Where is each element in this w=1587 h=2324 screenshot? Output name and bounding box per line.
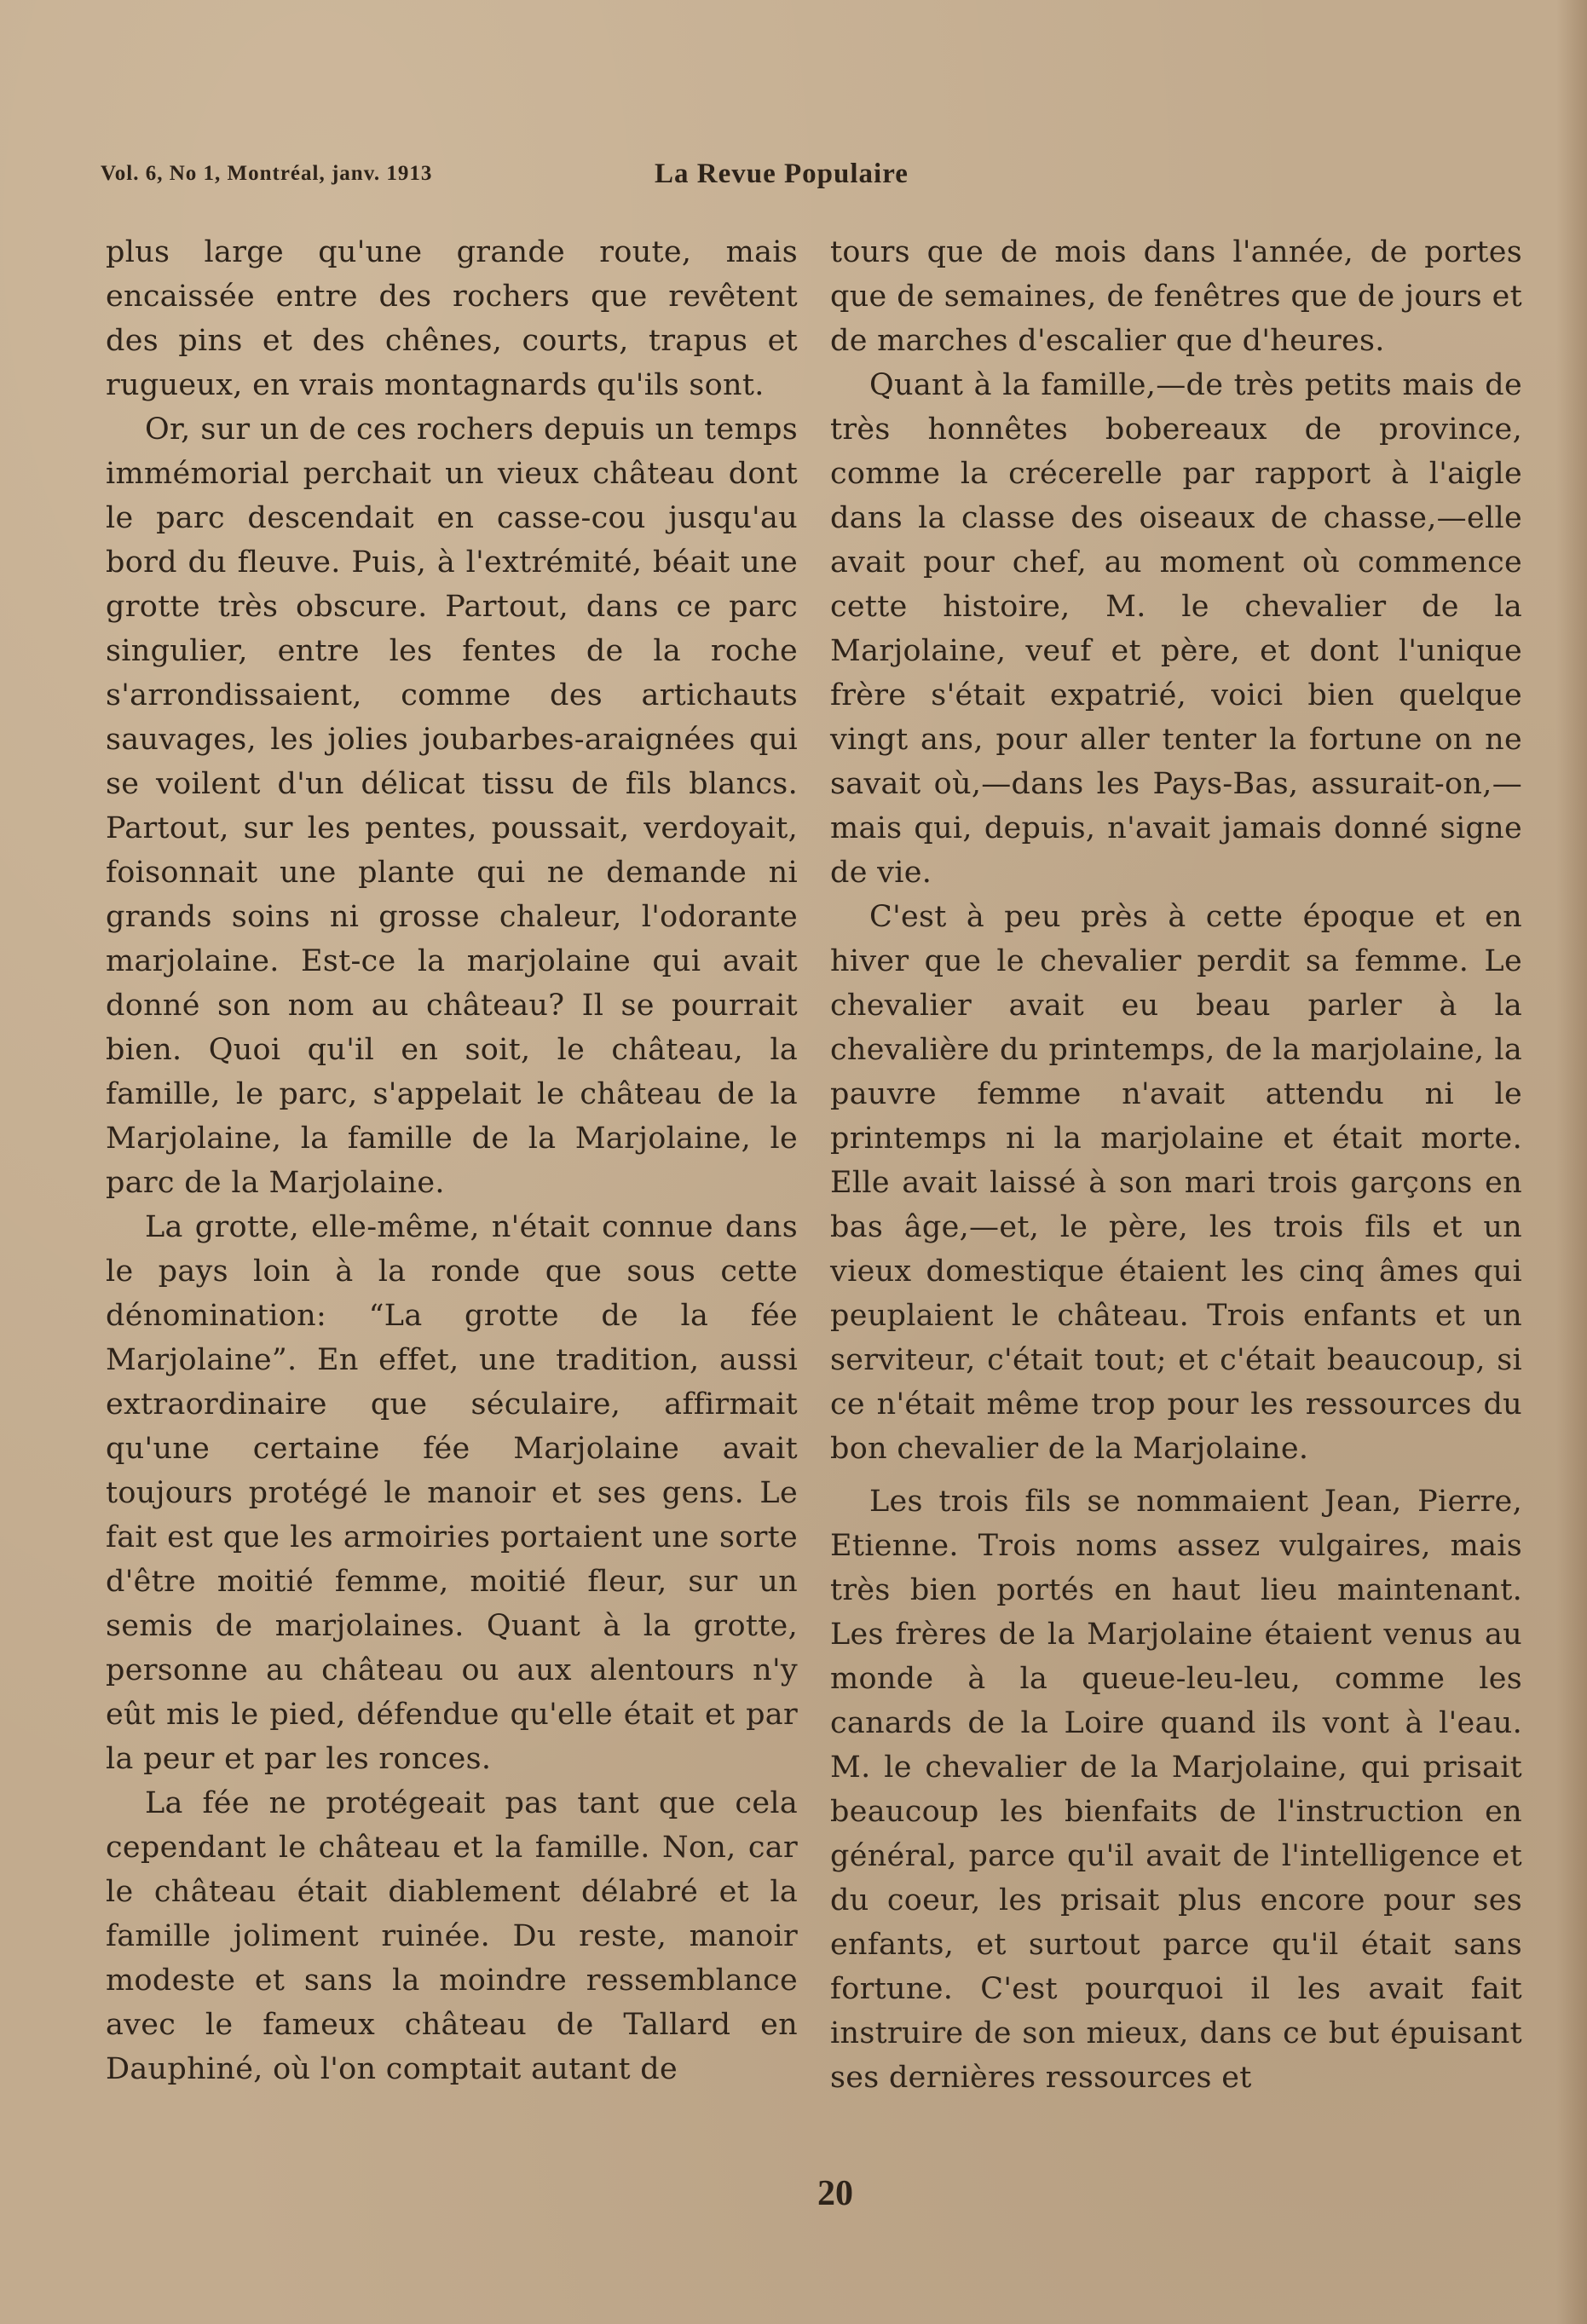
running-header	[101, 159, 961, 196]
journal-title: La Revue Populaire	[655, 159, 909, 189]
paragraph: Or, sur un de ces rochers depuis un temps immémorial perchait un vieux château dont le parc descendait en casse-cou jusqu'au bord du fleuve. Puis, à l'extrémité, béait une grotte très obscure. Partout, dans ce parc singulier, entre les fentes de la roche s'arrondissaient, comme des artichauts sauvages, les jolies joubarbes-araignées qui se voilent d'un délicat tissu de fils blancs. Partout, sur les pentes, poussait, verdoyait, foisonnait une plante qui ne demande ni grands soins ni grosse chaleur, l'odorante marjolaine. Est-ce la marjolaine qui avait donné son nom au château? Il se pourrait bien. Quoi qu'il en soit, le château, la famille, le parc, s'appelait le château de la Marjolaine, la famille de la Marjolaine, le parc de la Marjolaine.	[106, 412, 798, 1200]
paragraph: Les trois fils se nommaient Jean, Pierre, Etienne. Trois noms assez vulgaires, mais très bien portés en haut lieu maintenant. Les frères de la Marjolaine étaient venus au monde à la queue-leu-leu, comme les canards de la Loire quand ils vont à l'eau. M. le chevalier de la Marjolaine, qui prisait beaucoup les bienfaits de l'instruction en général, parce qu'il avait de l'intelligence et du coeur, les prisait plus encore pour ses enfants, et surtout parce qu'il était sans fortune. C'est pourquoi il les avait fait instruire de son mieux, dans ce but épuisant ses dernières ressources et	[830, 1485, 1522, 2095]
paragraph: La grotte, elle-même, n'était connue dans le pays loin à la ronde que sous cette dénomination: “La grotte de la fée Marjolaine”. En effet, une tradition, aussi extraordinaire que séculaire, affirmait qu'une certaine fée Marjolaine avait toujours protégé le manoir et ses gens. Le fait est que les armoiries portaient une sorte d'être moitié femme, moitié fleur, sur un semis de marjolaines. Quant à la grotte, personne au château ou aux alentours n'y eût mis le pied, défendue qu'elle était et par la peur et par les ronces.	[106, 1210, 798, 1776]
page-edge	[1556, 0, 1587, 2324]
paragraph: plus large qu'une grande route, mais encaissée entre des rochers que revêtent des pins et des chênes, courts, trapus et rugueux, en vrais montagnards qu'ils sont.	[106, 235, 798, 402]
page-number: 20	[817, 2174, 853, 2213]
paragraph: tours que de mois dans l'année, de portes que de semaines, de fenêtres que de jours et de marches d'escalier que d'heures.	[830, 235, 1522, 358]
paragraph: C'est à peu près à cette époque et en hiver que le chevalier perdit sa femme. Le chevalier avait eu beau parler à la chevalière du printemps, de la marjolaine, la pauvre femme n'avait attendu ni le printemps ni la marjolaine et était morte. Elle avait laissé à son mari trois garçons en bas âge,—et, le père, les trois fils et un vieux domestique étaient les cinq âmes qui peuplaient le château. Trois enfants et un serviteur, c'était tout; et c'était beaucoup, si ce n'était même trop pour les ressources du bon chevalier de la Marjolaine.	[830, 900, 1522, 1466]
right-column	[830, 230, 1522, 2100]
paragraph: Quant à la famille,—de très petits mais de très honnêtes bobereaux de province, comme la crécerelle par rapport à l'aigle dans la classe des oiseaux de chasse,—elle avait pour chef, au moment où commence cette histoire, M. le chevalier de la Marjolaine, veuf et père, et dont l'unique frère s'était expatrié, voici bien quelque vingt ans, pour aller tenter la fortune on ne savait où,—dans les Pays-Bas, assurait-on,—mais qui, depuis, n'avait jamais donné signe de vie.	[830, 368, 1522, 890]
paragraph: La fée ne protégeait pas tant que cela cependant le château et la famille. Non, car le château était diablement délabré et la famille joliment ruinée. Du reste, manoir modeste et sans la moindre ressemblance avec le fameux château de Tallard en Dauphiné, où l'on comptait autant de	[106, 1786, 798, 2086]
issue-info: Vol. 6, No 1, Montréal, janv. 1913	[101, 162, 433, 185]
left-column	[106, 230, 798, 2091]
